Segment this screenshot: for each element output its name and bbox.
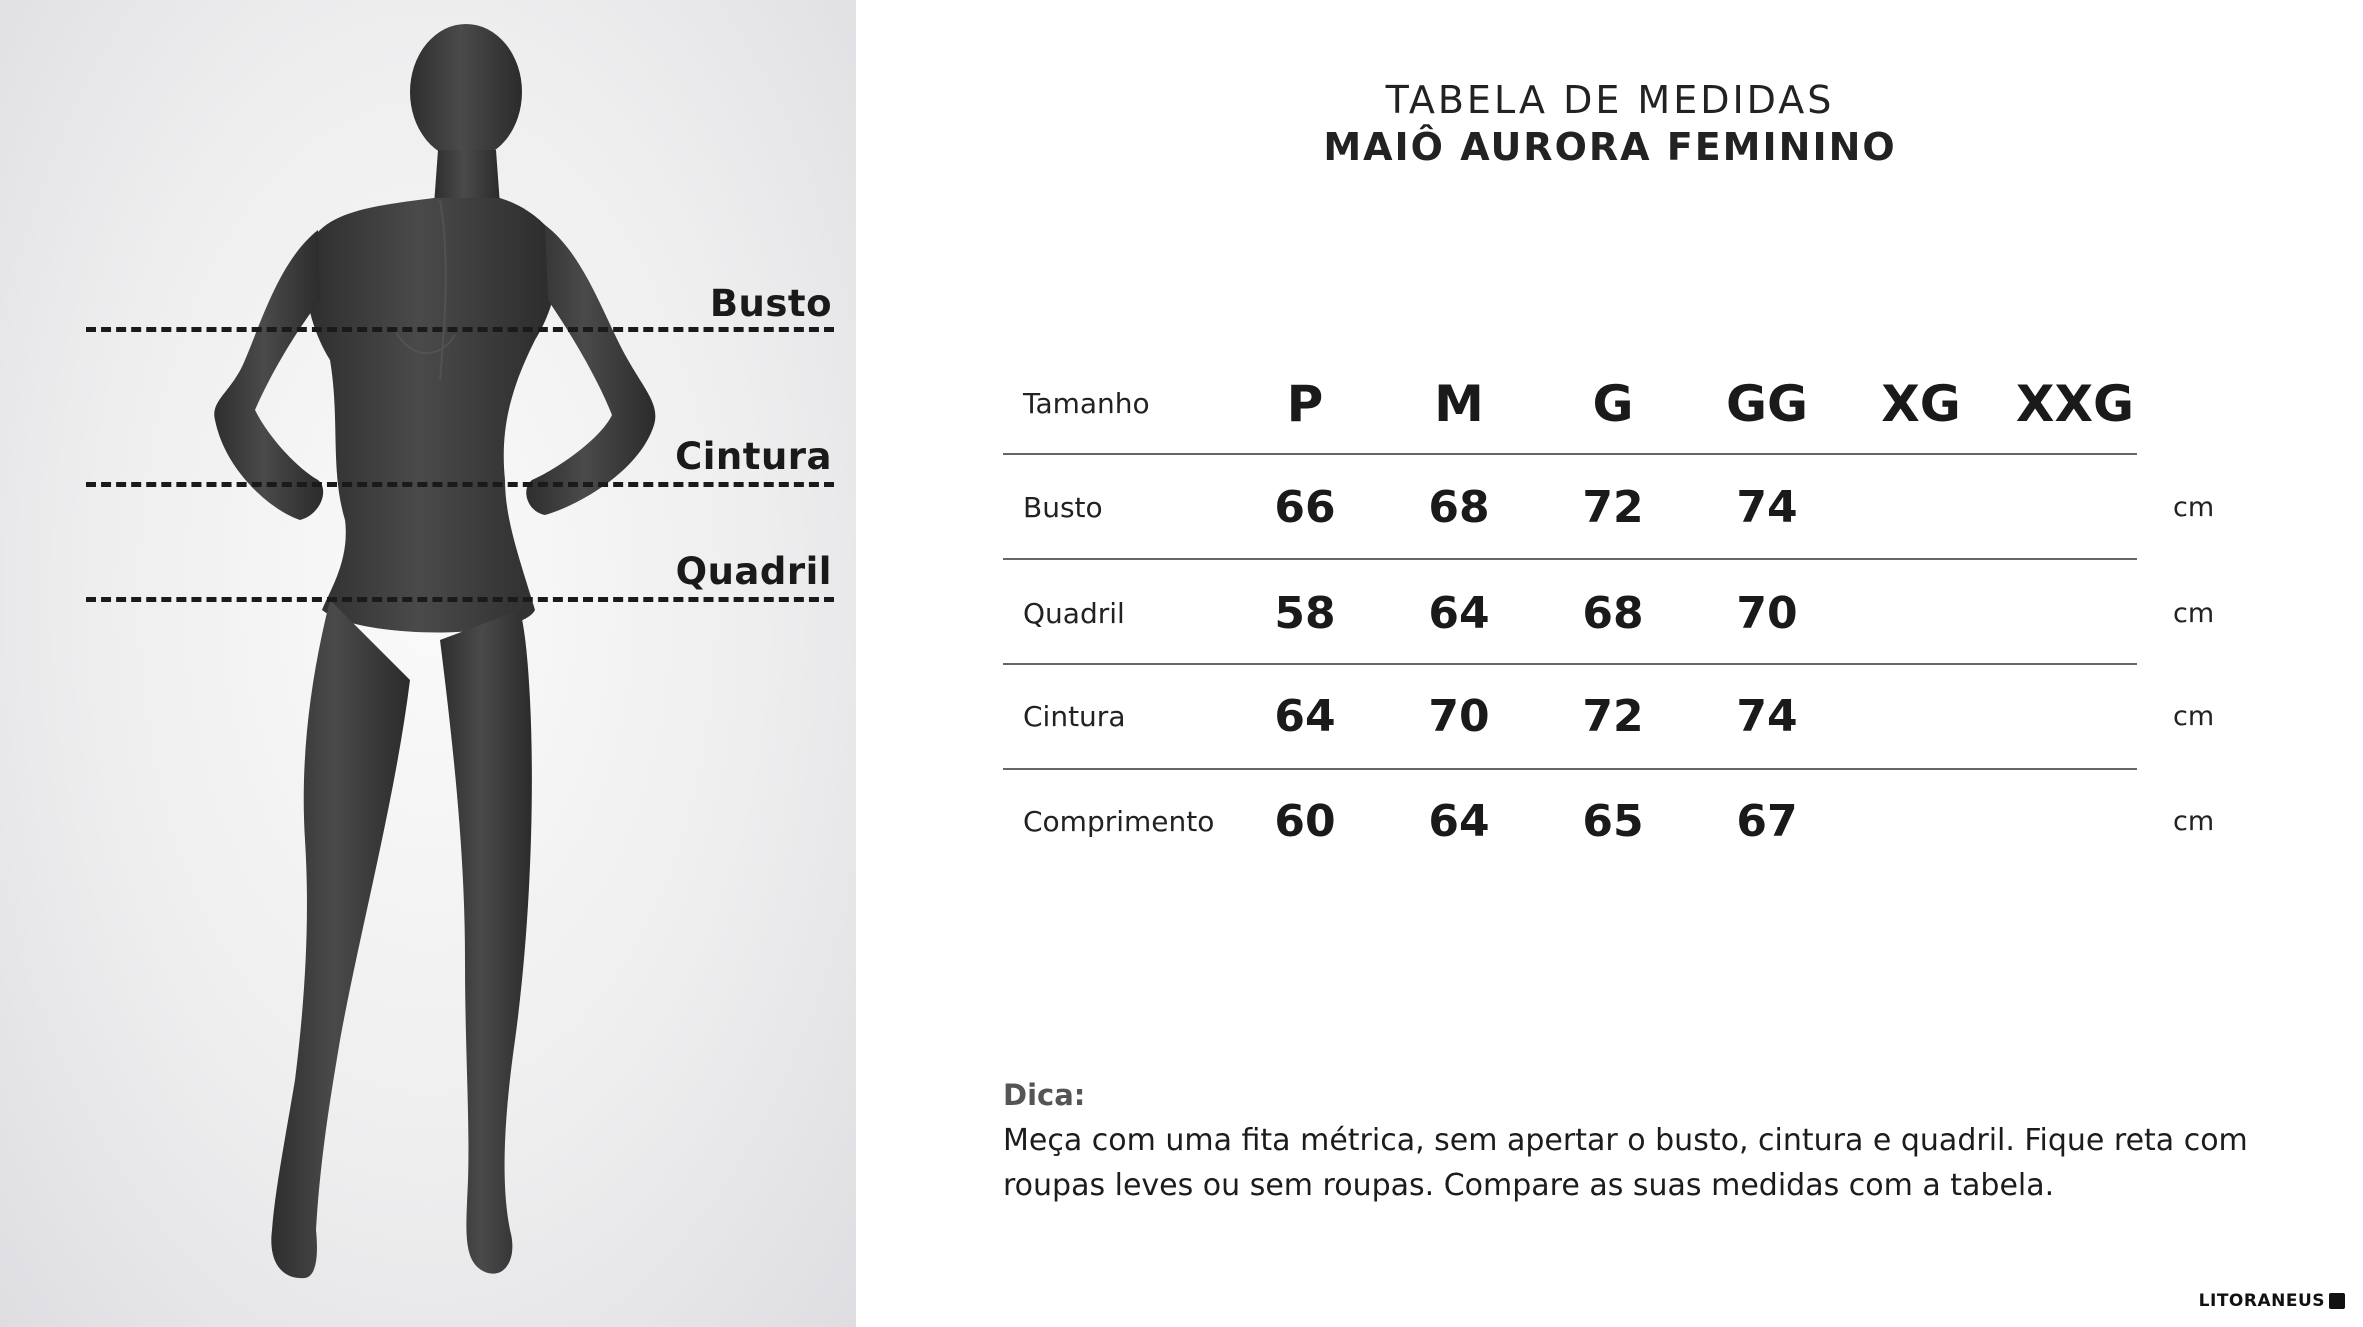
table-divider [1003, 558, 2137, 560]
table-cell: 67 [1736, 796, 1798, 847]
table-cell: 68 [1582, 588, 1644, 639]
row-label: Quadril [1023, 597, 1125, 630]
row-label: Busto [1023, 491, 1103, 524]
table-divider [1003, 453, 2137, 455]
table-row [1003, 562, 2217, 666]
table-cell: 66 [1274, 482, 1336, 533]
table-cell [1846, 770, 1996, 874]
tip-title: Dica: [1003, 1078, 1086, 1112]
table-cell [2000, 770, 2150, 874]
table-row [1003, 665, 2217, 769]
mannequin-panel [0, 0, 856, 1327]
table-cell: 64 [1428, 796, 1490, 847]
table-cell: 68 [1428, 482, 1490, 533]
table-cell [2000, 562, 2150, 666]
table-cell: 60 [1274, 796, 1336, 847]
size-header: G [1592, 375, 1634, 433]
table-cell: 65 [1582, 796, 1644, 847]
table-cell: 70 [1428, 691, 1490, 742]
hip-label: Quadril [675, 550, 832, 593]
table-cell: 70 [1736, 588, 1798, 639]
table-cell [1846, 562, 1996, 666]
brand-mark-icon [2329, 1293, 2345, 1309]
unit-label: cm [2173, 492, 2215, 523]
product-title: MAIÔ AURORA FEMININO [1323, 125, 1897, 169]
table-cell [1846, 665, 1996, 769]
unit-label: cm [2173, 701, 2215, 732]
size-header: XG [1881, 375, 1961, 433]
table-cell: 64 [1428, 588, 1490, 639]
row-label: Comprimento [1023, 805, 1215, 838]
table-header-row [1003, 352, 2217, 456]
unit-label: cm [2173, 598, 2215, 629]
table-cell: 72 [1582, 691, 1644, 742]
brand-name: LITORANEUS [2198, 1291, 2325, 1311]
table-cell [1846, 456, 1996, 560]
row-label: Cintura [1023, 700, 1126, 733]
hip-guide-line [86, 597, 834, 602]
page-title: TABELA DE MEDIDAS [1385, 78, 1835, 122]
table-cell: 58 [1274, 588, 1336, 639]
size-header: M [1434, 375, 1484, 433]
bust-label: Busto [709, 282, 832, 325]
waist-guide-line [86, 482, 834, 487]
table-cell: 74 [1736, 691, 1798, 742]
unit-label: cm [2173, 806, 2215, 837]
table-cell: 72 [1582, 482, 1644, 533]
header-label: Tamanho [1023, 387, 1150, 420]
mannequin-figure [0, 0, 856, 1327]
table-cell [2000, 456, 2150, 560]
table-cell [2000, 665, 2150, 769]
size-header: GG [1725, 375, 1809, 433]
bust-guide-line [86, 327, 834, 332]
brand-logo [2199, 1287, 2345, 1315]
size-header: XXG [2015, 375, 2135, 433]
size-header: P [1286, 375, 1324, 433]
table-cell: 64 [1274, 691, 1336, 742]
table-cell: 74 [1736, 482, 1798, 533]
table-row [1003, 456, 2217, 560]
tip-text: Meça com uma fita métrica, sem apertar o busto, cintura e quadril. Fique reta com roupas leves ou sem roupas. Compare as suas medidas com a tabela. [1003, 1123, 2248, 1203]
table-row [1003, 770, 2217, 874]
waist-label: Cintura [675, 435, 832, 478]
